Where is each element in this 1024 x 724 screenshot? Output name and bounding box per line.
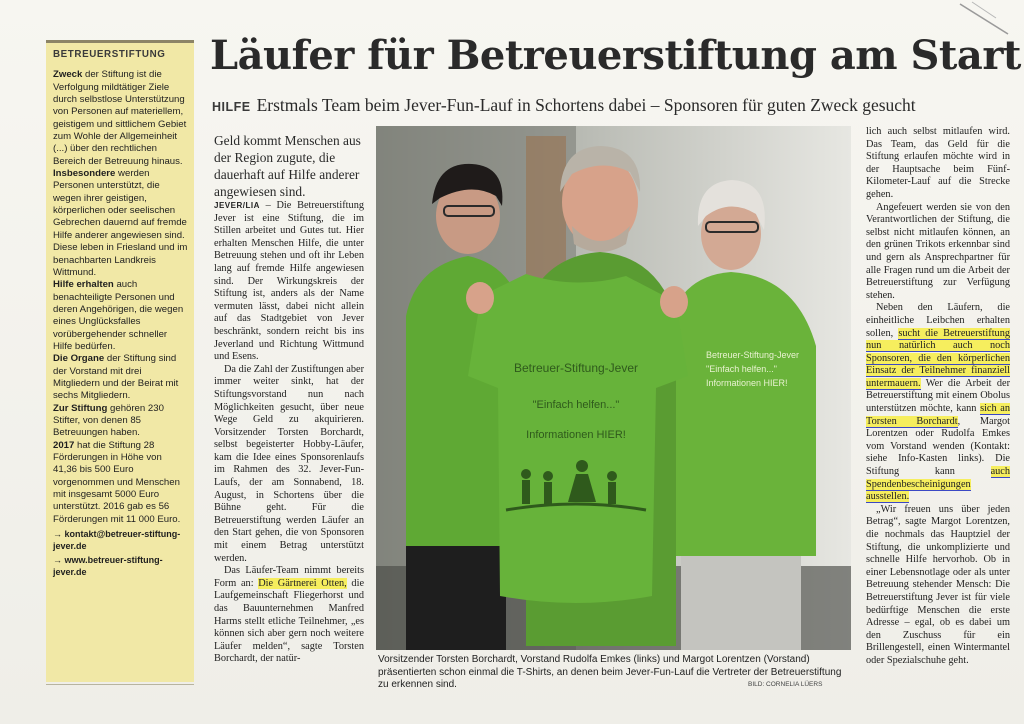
info-paragraph: Die Organe der Stiftung sind der Vorstand mit drei Mitgliedern und der Beirat mit sechs Mitgliedern. <box>53 353 179 402</box>
shirt-text: "Einfach helfen..." <box>532 399 620 411</box>
headline: Läufer für Betreuerstiftung am Start <box>210 32 1021 79</box>
article-photo <box>376 126 851 650</box>
article-paragraph: Neben den Läufern, die einheitliche Leibchen erhalten sollen, sucht die Betreuerstiftung nun natürlich auch noch Sponsoren, die den körperlichen Einsatz der Teilnehmer finanziell untermauern. Wer die Arbeit der Betreuerstiftung mit einem Obolus unterstützen möchte, kann sich an Torsten Borchardt, Margot Lorentzen oder Rudolfa Emkes vom Vorstand wenden (Kontakt: siehe Info-Kasten links). Die Stiftung kann auch Spendenbescheinigungen ausstellen. <box>866 302 1011 503</box>
article-column-3 <box>866 126 1010 668</box>
article-paragraph: lich auch selbst mitlaufen wird. Das Team, das Geld für die Stiftung erlaufen möchte wird in der Hauptsache beim Fünf-Kilometer-Lauf auf die Strecke gehen. <box>866 126 1010 200</box>
shirt-text: "Einfach helfen..." <box>706 364 777 374</box>
info-paragraph: Zweck der Stiftung ist die Verfolgung mildtätiger Ziele durch selbstlose Unterstützung von Personen auf materiellem, geistigem und sittlichem Gebiet zum Wohle der Allgemeinheit (...) über den rechtlichen Bereich der Betreuung hinaus. <box>53 69 187 167</box>
article-paragraph: Das Läufer-Team nimmt bereits Form an: Die Gärtnerei Otten, die Laufgemeinschaft Fliegerhorst und das Bauunternehmen Manfred Harms stellt etliche Teilnehmer, „es können sich aber gern noch weitere Läufer melden“, sagte Torsten Borchardt, der natür- <box>214 565 365 665</box>
subheadline: HILFE Erstmals Team beim Jever-Fun-Lauf in Schortens dabei – Sponsoren für guten Zweck gesucht <box>212 95 916 115</box>
photo-caption: Vorsitzender Torsten Borchardt, Vorstand Rudolfa Emkes (links) und Margot Lorentzen (Vorstand) präsentierten schon einmal die T-Shirts, an denen beim Jever-Fun-Lauf die Vertreter der Betreuerstiftung zu erkennen sind. <box>378 654 842 690</box>
article-paragraph: Da die Zahl der Zustiftungen aber immer weiter sinkt, hat der Stiftungsvorstand nun nach Möglichkeiten gesucht, über neue Wege Geld zu akquirieren. Vorsitzender Torsten Borchardt, selbst begeisterter Hobby-Läufer, kam die Idee eines Sponsorenlaufs im Rahmen des 32. Jever-Fun-Laufs, der am Sonnabend, 18. August, in Schortens über die Bühne geht. Für die Betreuerstiftung werden Läufer an den Start gehen, die von Sponsoren mit einem Betrag unterstützt werden. <box>214 363 364 564</box>
shirt-text: Informationen HIER! <box>706 378 788 388</box>
shirt-text: Betreuer-Stiftung-Jever <box>706 350 800 360</box>
photo-credit: BILD: CORNELIA LÜERS <box>748 681 823 688</box>
shirt-text: Betreuer-Stiftung-Jever <box>513 361 639 375</box>
info-paragraph: Insbesondere werden Personen unterstützt, die wegen ihrer geistigen, körperlichen oder seelischen Gebrechen dauernd auf fremde Hilfe anderer angewiesen sind. Diese leben in Friesland und im benachbarten Landkreis Wittmund. <box>53 168 188 278</box>
highlighted-text: sucht die Betreuerstiftung nun natürlich auch noch Sponsoren, die den körperlichen Einsatz der Teilnehmer finanziell untermauern. <box>866 327 1010 389</box>
article-paragraph: JEVER/LIA – Die Betreuerstiftung Jever ist eine Stiftung, die im Stillen arbeitet und Gutes tut. Hier erhalten Menschen Hilfe, die unter Betreuung stehen und oft ihr Leben lang auf fremde Hilfe angewiesen sind. Der Wirkungskreis der Stiftung ist, anders als der Name vermuten lässt, dabei nicht allein auf das Stadtgebiet von Jever beschränkt, sondern reicht bis ins Jeverland und Richtung Wittmund und Esens. <box>214 200 364 363</box>
article-column-1 <box>214 200 364 666</box>
divider <box>46 684 194 685</box>
shirt-text: Informationen HIER! <box>526 429 626 441</box>
info-paragraph: 2017 hat die Stiftung 28 Förderungen in Höhe von 41,36 bis 500 Euro vorgenommen und Menschen mit insgesamt 5000 Euro unterstützt. 2016 gab es 56 Förderungen mit 11 000 Euro. <box>53 439 181 525</box>
info-box-title: BETREUERSTIFTUNG <box>53 49 166 60</box>
info-box <box>46 40 194 682</box>
article-paragraph: Angefeuert werden sie von den Verantwortlichen der Stiftung, die selbst nicht mitlaufen können, an den grünen Trikots erkennbar sind und gern als Ansprechpartner für alle Fragen rund um die Arbeit der Betreuerstiftung zur Verfügung stehen. <box>866 201 1010 301</box>
kicker: HILFE <box>212 100 251 114</box>
intro-text: Geld kommt Menschen aus der Region zugute, die dauerhaft auf Hilfe anderer angewiesen sind. <box>214 133 361 199</box>
highlighted-text: auch Spendenbescheinigungen ausstellen. <box>866 466 1010 503</box>
highlighted-text: Die Gärtnerei Otten, <box>258 577 347 589</box>
article-paragraph: „Wir freuen uns über jeden Betrag“, sagte Margot Lorentzen, die nochmals das Hauptziel der Stiftung, die unkomplizierte und schnelle Hilfe hervorhob. Ob in einer Lebensnotlage oder als unter Betreuung stehender Mensch: Die Betreuerstiftung Jever ist für viele bedürftige Menschen die erste Adresse – egal, ob es dabei um den Zuschuss für ein Brillengestell, einen Wintermantel oder Spezialschuhe geht. <box>866 503 1010 666</box>
highlighted-text: sich an Torsten Borchardt <box>866 403 1010 427</box>
contact-email: → kontakt@betreuer-stiftung-jever.de <box>53 529 181 552</box>
info-paragraph: Zur Stiftung gehören 230 Stifter, von denen 85 Betreuungen haben. <box>53 402 164 439</box>
contact-website: → www.betreuer-stiftung-jever.de <box>53 555 163 578</box>
info-paragraph: Hilfe erhalten auch benachteiligte Personen und deren Angehörigen, die wegen eines Unglücksfalles vorübergehender schneller Hilfe bedürfen. <box>53 279 184 352</box>
dateline: JEVER/LIA <box>214 201 260 210</box>
